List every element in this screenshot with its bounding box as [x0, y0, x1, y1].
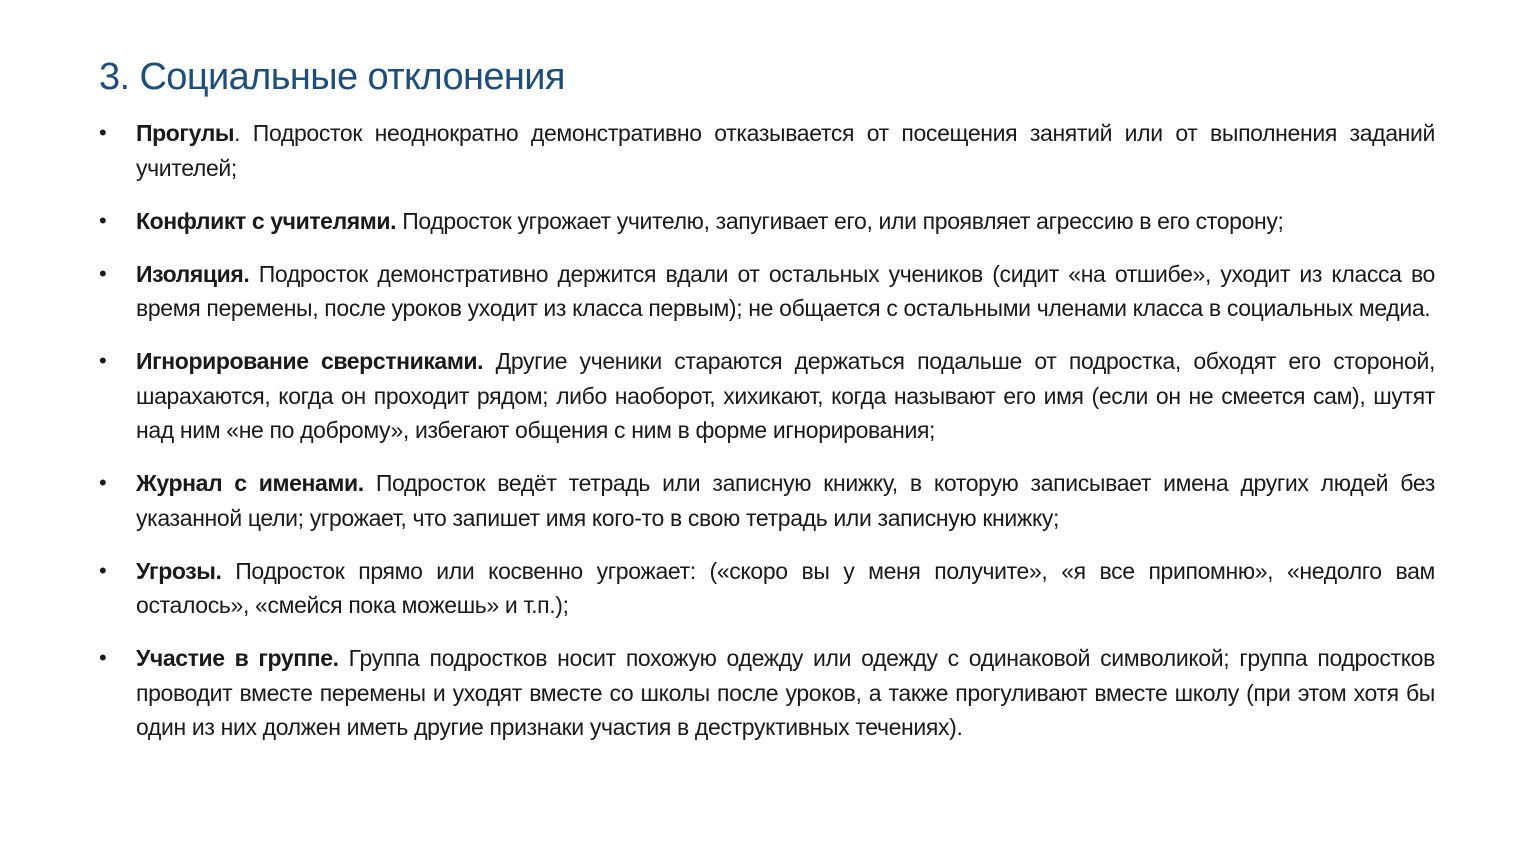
item-text: Группа подростков носит похожую одежду или одежду с одинаковой символикой; группа подростков проводит вместе перемены и уходят вместе со школы после уроков, а также прогуливают вместе школу (при этом хотя бы один из них должен иметь другие признаки участия в деструктивных течениях).: [136, 645, 1435, 740]
item-text: Подросток демонстративно держится вдали от остальных учеников (сидит «на отшибе», уходит из класса во время перемены, после уроков уходит из класса первым); не общается с остальными членами класса в социальных медиа.: [136, 260, 1435, 321]
item-text: Подросток прямо или косвенно угрожает: («скоро вы у меня получите», «я все припомню», «недолго вам осталось», «смейся пока можешь» и т.п.);: [136, 557, 1435, 618]
bullet-icon: •: [99, 557, 107, 583]
item-term: Участие в группе.: [136, 645, 339, 671]
bullet-icon: •: [99, 260, 107, 286]
item-term: Игнорирование сверстниками.: [136, 348, 484, 374]
item-text: Другие ученики стараются держаться подальше от подростка, обходят его стороной, шарахаются, когда он проходит рядом; либо наоборот, хихикают, когда называют его имя (если он не смеется сам), шутят над ним «не по доброму», избегают общения с ним в форме игнорирования;: [136, 348, 1436, 443]
list-item-group-participation: [99, 641, 1435, 745]
bullet-icon: •: [99, 207, 107, 233]
bullet-icon: •: [99, 120, 107, 145]
list-item-isolation: [99, 257, 1435, 326]
bullet-icon: •: [99, 645, 107, 670]
bullet-icon: •: [99, 470, 107, 495]
item-term: Изоляция.: [136, 260, 250, 287]
item-term: Журнал с именами.: [136, 470, 364, 496]
bullet-icon: •: [99, 348, 107, 373]
item-text: Подросток угрожает учителю, запугивает его, или проявляет агрессию в его сторону;: [396, 207, 1284, 234]
list-item-peer-ignoring: [99, 344, 1435, 448]
item-term: Прогулы: [136, 120, 235, 146]
item-text: Подросток ведёт тетрадь или записную книжку, в которую записывает имена других людей без указанной цели; угрожает, что запишет имя кого-то в свою тетрадь или записную книжку;: [136, 470, 1435, 531]
item-term: Конфликт с учителями.: [136, 207, 397, 234]
item-term: Угрозы.: [136, 557, 222, 584]
list-item-truancy: [99, 116, 1435, 185]
list-item-teacher-conflict: [99, 204, 1435, 239]
list-item-threats: [99, 554, 1435, 623]
list-item-names-journal: [99, 466, 1435, 535]
bullet-list: [99, 116, 1435, 763]
slide-title: 3. Социальные отклонения: [99, 56, 565, 98]
item-text: . Подросток неоднократно демонстративно отказывается от посещения занятий или от выполнения заданий учителей;: [136, 120, 1435, 181]
